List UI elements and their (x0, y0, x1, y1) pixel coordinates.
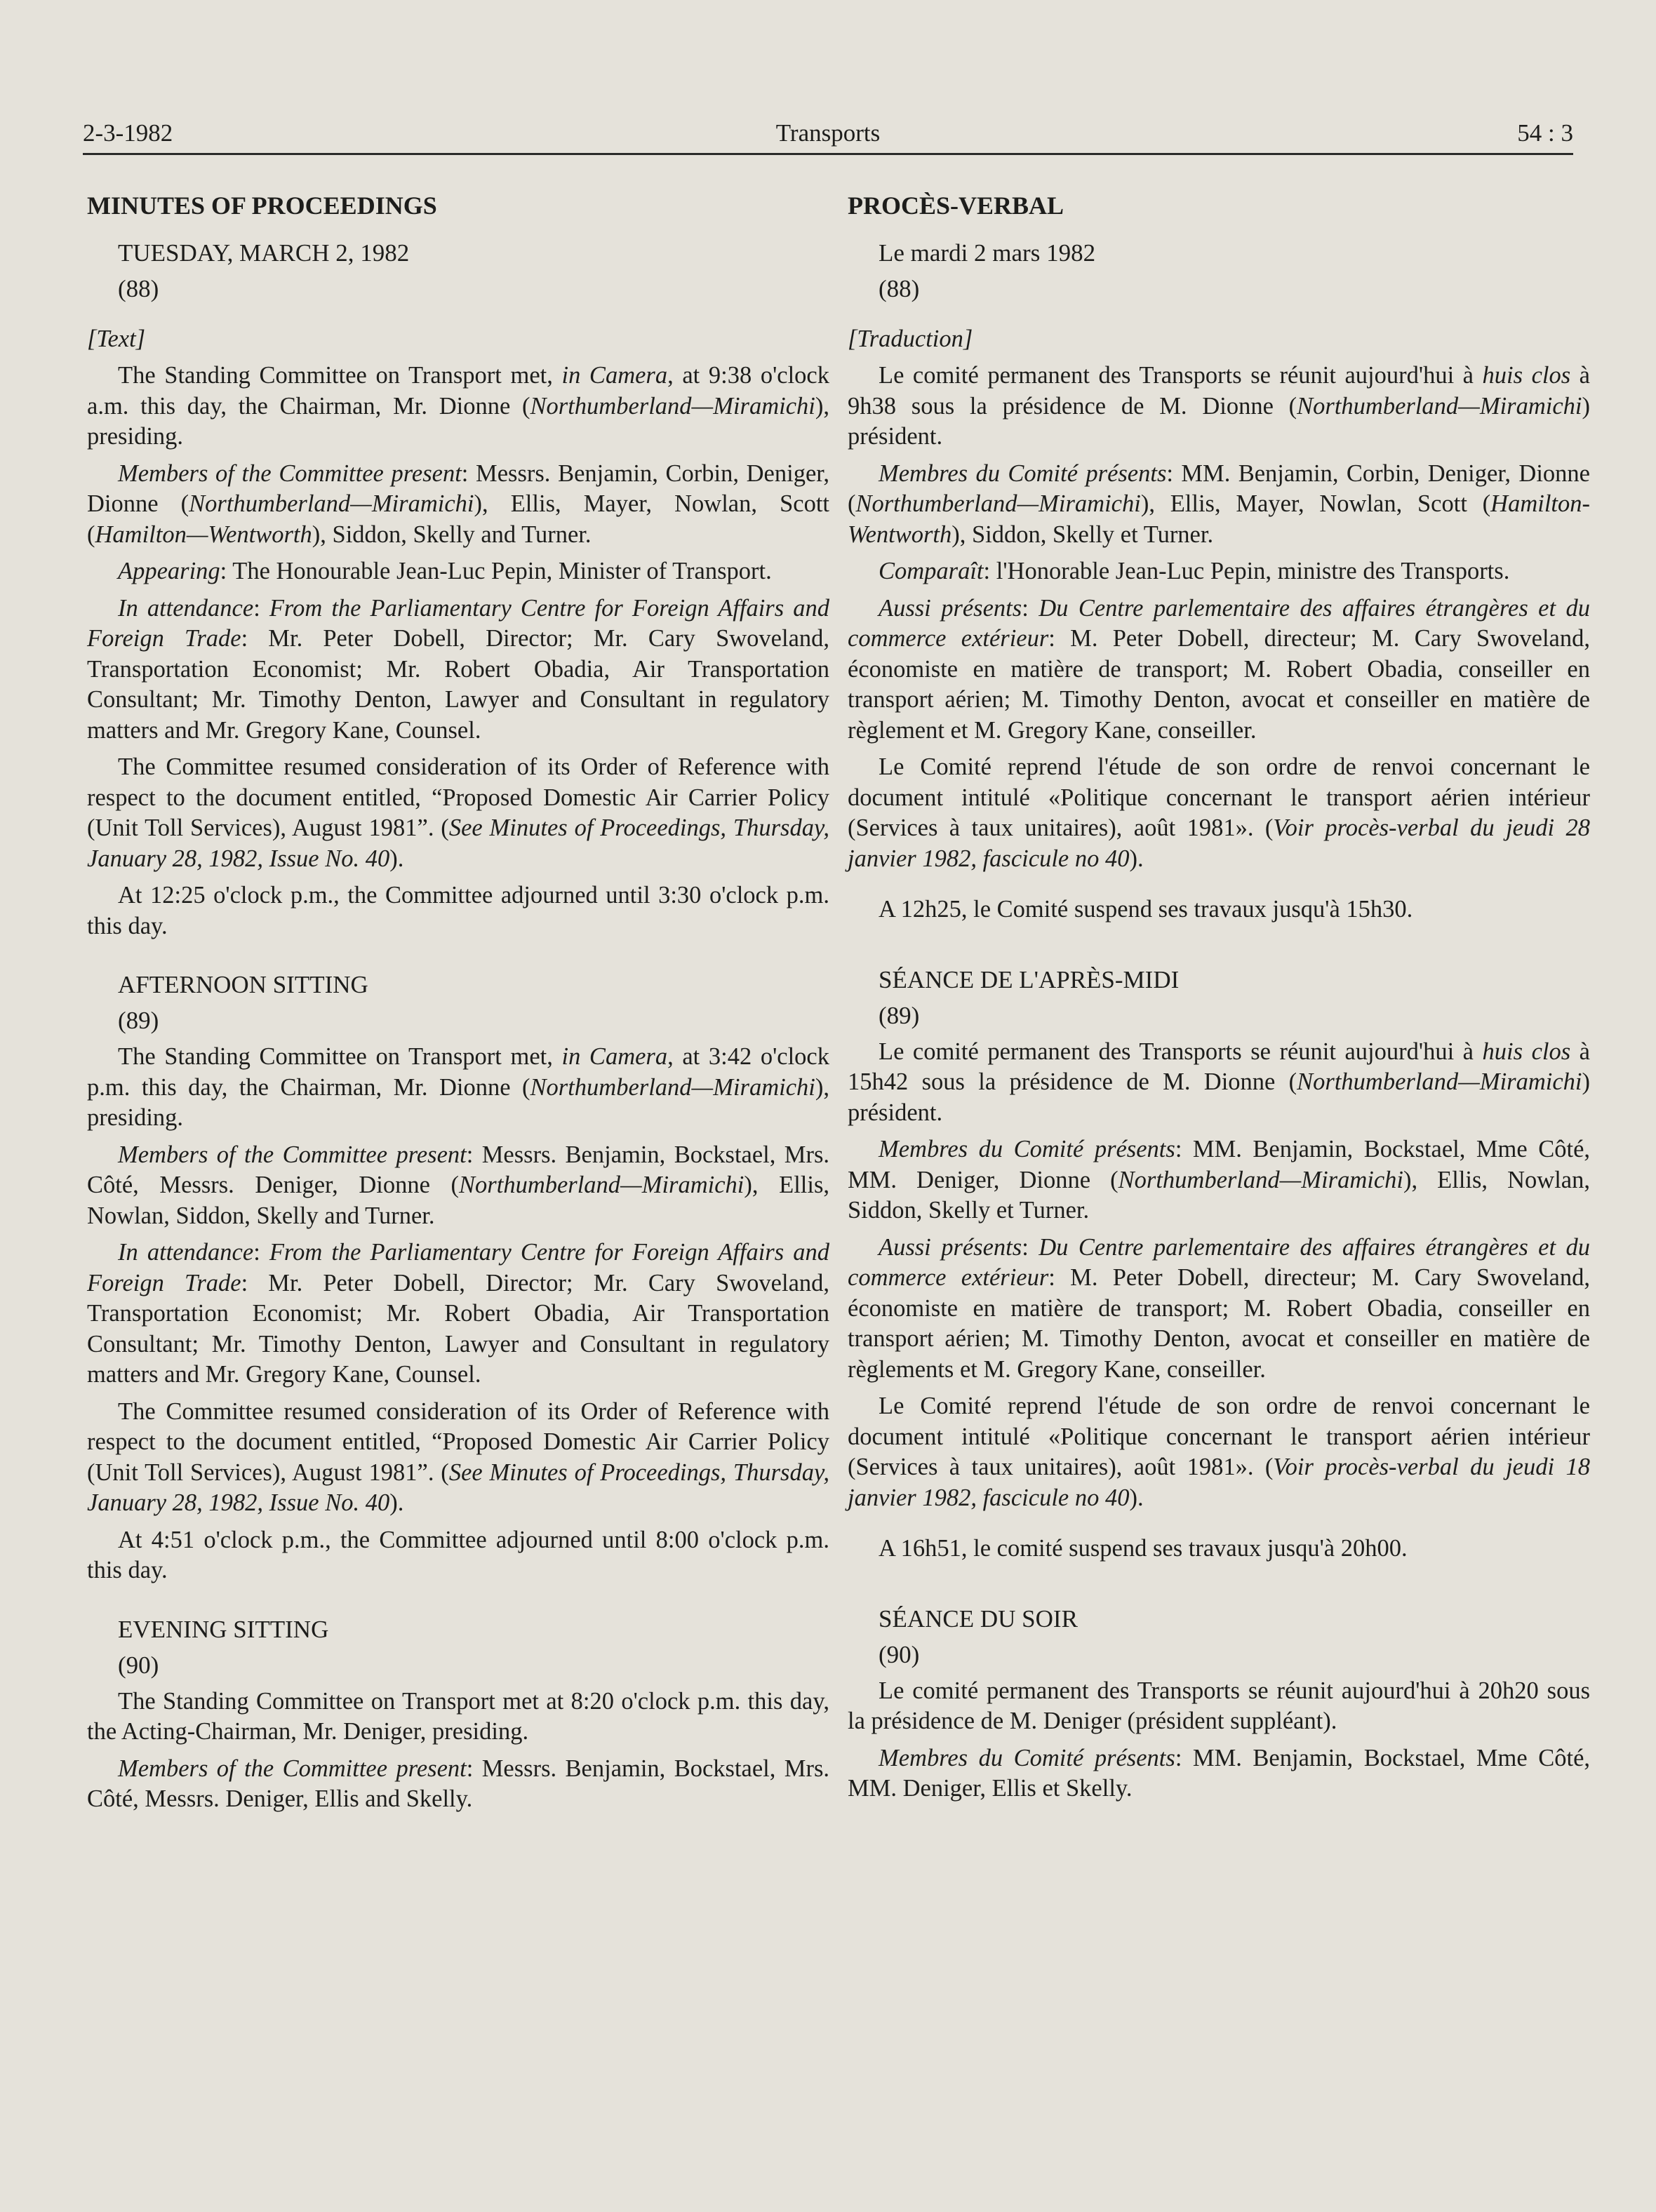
fr-s1-resumed: Le Comité reprend l'étude de son ordre de renvoi concernant le document intitulé «Politique concernant le transport aérien intérieur (Services à taux unitaires), août 1981». (Voir procès-verbal du jeudi 28 janvier 1982, fascicule no 40). (848, 753, 1590, 872)
en-text-tag: [Text] (87, 325, 146, 352)
fr-s2-opening: Le comité permanent des Transports se réunit aujourd'hui à huis clos à 15h42 sous la présidence de M. Dionne (Northumberland—Miramichi) président. (848, 1038, 1590, 1126)
fr-s1-adjourned: A 12h25, le Comité suspend ses travaux jusqu'à 15h30. (879, 896, 1413, 923)
en-s2-attendance: In attendance: From the Parliamentary Centre for Foreign Affairs and Foreign Trade: Mr. Peter Dobell, Director; Mr. Cary Swoveland, Transportation Economist; Mr. Robert Obadia, Air Transportation Consultant; Mr. Timothy Denton, Lawyer and Consultant in regulatory matters and Mr. Gregory Kane, Counsel. (87, 1239, 830, 1388)
fr-s3-opening: Le comité permanent des Transports se réunit aujourd'hui à 20h20 sous la présidence de M. Deniger (président suppléant). (848, 1677, 1590, 1734)
fr-s2-members: Membres du Comité présents: MM. Benjamin, Bockstael, Mme Côté, MM. Deniger, Dionne (Northumberland—Miramichi), Ellis, Nowlan, Siddon, Skelly et Turner. (848, 1136, 1591, 1224)
en-s1-appearing: Appearing: The Honourable Jean-Luc Pepin, Minister of Transport. (118, 558, 772, 584)
fr-s2-adjourned: A 16h51, le comité suspend ses travaux jusqu'à 20h00. (879, 1535, 1408, 1562)
fr-s3-number: (90) (879, 1640, 920, 1668)
en-number: (88) (118, 274, 159, 302)
fr-s1-opening: Le comité permanent des Transports se réunit aujourd'hui à huis clos à 9h38 sous la présidence de M. Dionne (Northumberland—Miramichi) président. (848, 362, 1590, 450)
fr-date-line: Le mardi 2 mars 1982 (879, 239, 1096, 267)
en-s1-opening: The Standing Committee on Transport met, in Camera, at 9:38 o'clock a.m. this day, the Chairman, Mr. Dionne (Northumberland—Miramichi), presiding. (87, 362, 829, 450)
en-s1-resumed: The Committee resumed consideration of its Order of Reference with respect to the document entitled, “Proposed Domestic Air Carrier Policy (Unit Toll Services), August 1981”. (See Minutes of Proceedings, Thursday, January 28, 1982, Issue No. 40). (87, 753, 829, 872)
header-page-number: 54 : 3 (1517, 119, 1573, 147)
fr-s2-number: (89) (879, 1001, 920, 1029)
en-heading: MINUTES OF PROCEEDINGS (87, 192, 437, 220)
en-s2-opening: The Standing Committee on Transport met, in Camera, at 3:42 o'clock p.m. this day, the Chairman, Mr. Dionne (Northumberland—Miramichi), presiding. (87, 1043, 829, 1131)
fr-s1-appearing: Comparaît: l'Honorable Jean-Luc Pepin, ministre des Transports. (879, 558, 1510, 584)
en-s3-members: Members of the Committee present: Messrs. Benjamin, Bockstael, Mrs. Côté, Messrs. Deniger, Ellis and Skelly. (87, 1755, 829, 1812)
fr-heading: PROCÈS-VERBAL (848, 192, 1064, 220)
en-s3-number: (90) (118, 1651, 159, 1679)
en-s1-adjourned: At 12:25 o'clock p.m., the Committee adjourned until 3:30 o'clock p.m. this day. (87, 882, 829, 939)
en-s3-title: EVENING SITTING (118, 1615, 329, 1643)
fr-s3-members: Membres du Comité présents: MM. Benjamin, Bockstael, Mme Côté, MM. Deniger, Ellis et Skelly. (848, 1744, 1591, 1802)
fr-s2-title: SÉANCE DE L'APRÈS-MIDI (879, 965, 1180, 993)
fr-s3-title: SÉANCE DU SOIR (879, 1604, 1078, 1633)
french-column (848, 191, 1590, 1811)
en-s3-opening: The Standing Committee on Transport met at 8:20 o'clock p.m. this day, the Acting-Chairman, Mr. Deniger, presiding. (87, 1687, 829, 1745)
en-date-line: TUESDAY, MARCH 2, 1982 (118, 239, 410, 267)
en-s2-members: Members of the Committee present: Messrs. Benjamin, Bockstael, Mrs. Côté, Messrs. Deniger, Dionne (Northumberland—Miramichi), Ellis, Nowlan, Siddon, Skelly and Turner. (87, 1141, 830, 1229)
en-s2-number: (89) (118, 1007, 159, 1034)
en-s1-members: Members of the Committee present: Messrs. Benjamin, Corbin, Deniger, Dionne (Northumberland—Miramichi), Ellis, Mayer, Nowlan, Scott (Hamilton—Wentworth), Siddon, Skelly and Turner. (87, 460, 829, 548)
fr-s2-resumed: Le Comité reprend l'étude de son ordre de renvoi concernant le document intitulé «Politique concernant le transport aérien intérieur (Services à taux unitaires), août 1981». (Voir procès-verbal du jeudi 18 janvier 1982, fascicule no 40). (848, 1393, 1590, 1511)
fr-s1-attendance: Aussi présents: Du Centre parlementaire des affaires étrangères et du commerce extérieur: M. Peter Dobell, directeur; M. Cary Swoveland, économiste en matière de transport; M. Robert Obadia, conseiller en transport aérien; M. Timothy Denton, avocat et conseiller en matière de règlement et M. Gregory Kane, conseiller. (848, 594, 1591, 744)
fr-text-tag: [Traduction] (848, 325, 973, 352)
en-s2-title: AFTERNOON SITTING (118, 971, 368, 998)
fr-s2-attendance: Aussi présents: Du Centre parlementaire des affaires étrangères et du commerce extérieur: M. Peter Dobell, directeur; M. Cary Swoveland, économiste en matière de transport; M. Robert Obadia, conseiller en transport aérien; M. Timothy Denton, avocat et conseiller en matière de règlements et M. Gregory Kane, conseiller. (848, 1233, 1591, 1383)
header-date: 2-3-1982 (83, 119, 173, 147)
en-s1-attendance: In attendance: From the Parliamentary Centre for Foreign Affairs and Foreign Trade: Mr. Peter Dobell, Director; Mr. Cary Swoveland, Transportation Economist; Mr. Robert Obadia, Air Transportation Consultant; Mr. Timothy Denton, Lawyer and Consultant in regulatory matters and Mr. Gregory Kane, Counsel. (87, 594, 830, 744)
en-s2-adjourned: At 4:51 o'clock p.m., the Committee adjourned until 8:00 o'clock p.m. this day. (87, 1526, 829, 1583)
header-title: Transports (775, 119, 881, 147)
fr-s1-members: Membres du Comité présents: MM. Benjamin, Corbin, Deniger, Dionne (Northumberland—Miramichi), Ellis, Mayer, Nowlan, Scott (Hamilton-Wentworth), Siddon, Skelly et Turner. (848, 460, 1590, 548)
fr-number: (88) (879, 274, 920, 302)
english-column (87, 191, 829, 1821)
running-header (83, 119, 1573, 155)
en-s2-resumed: The Committee resumed consideration of its Order of Reference with respect to the document entitled, “Proposed Domestic Air Carrier Policy (Unit Toll Services), August 1981”. (See Minutes of Proceedings, Thursday, January 28, 1982, Issue No. 40). (87, 1397, 829, 1516)
